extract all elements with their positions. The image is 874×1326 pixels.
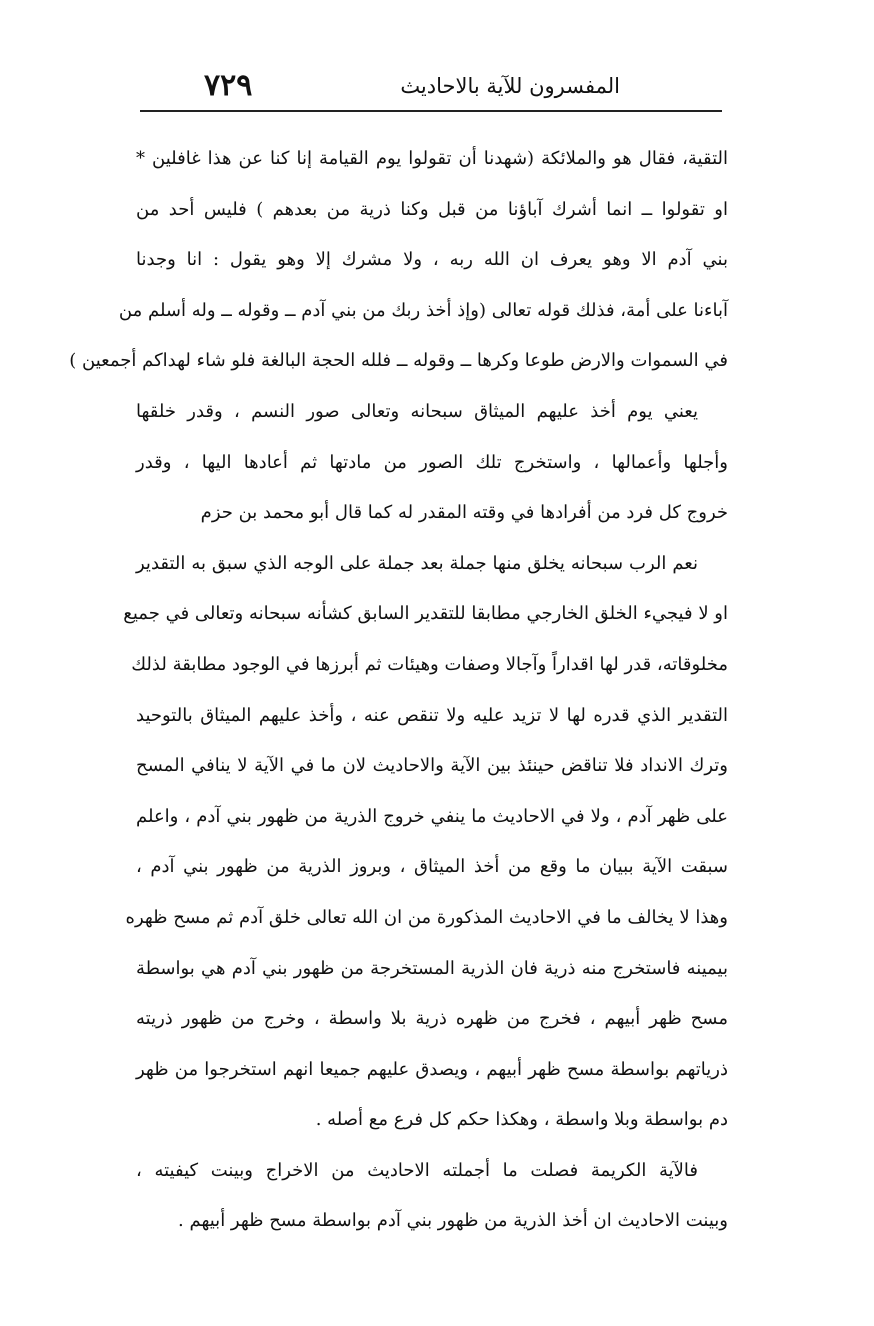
- text-line: مخلوقاته، قدر لها اقداراً وآجالا وصفات وهيئات ثم أبرزها في الوجود مطابقة لذلك: [131, 653, 728, 675]
- paragraph-4: [136, 1146, 728, 1247]
- text-line: بيمينه فاستخرج منه ذرية فان الذرية المستخرجة من ظهور بني آدم هي بواسطة: [136, 957, 728, 979]
- text-line: آباءنا على أمة، فذلك قوله تعالى (وإذ أخذ ربك من بني آدم ــ وقوله ــ وله أسلم من: [118, 299, 728, 321]
- text-body: [69, 134, 728, 1247]
- text-line: وأجلها وأعمالها ، واستخرج تلك الصور من مادتها ثم أعادها اليها ، وقدر: [136, 451, 728, 473]
- running-title: المفسرون للآية بالاحاديث: [400, 74, 620, 98]
- text-line: وهذا لا يخالف ما في الاحاديث المذكورة من ان الله تعالى خلق آدم ثم مسح ظهره: [125, 906, 728, 928]
- page-number: ٧٢٩: [204, 68, 253, 103]
- page-header: [140, 62, 720, 112]
- text-line: فالآية الكريمة فصلت ما أجملته الاحاديث من الاخراج وبينت كيفيته ،: [136, 1159, 698, 1181]
- paragraph-1: [69, 134, 728, 387]
- text-line: وبينت الاحاديث ان أخذ الذرية من ظهور بني آدم بواسطة مسح ظهر أبيهم .: [178, 1210, 728, 1232]
- text-line: ذرياتهم بواسطة مسح ظهر أبيهم ، ويصدق عليهم جميعا انهم استخرجوا من ظهر: [136, 1058, 728, 1080]
- text-line: التقية، فقال هو والملائكة (شهدنا أن تقولوا يوم القيامة إنا كنا عن هذا غافلين *: [136, 148, 728, 169]
- text-line: على ظهر آدم ، ولا في الاحاديث ما ينفي خروج الذرية من ظهور بني آدم ، واعلم: [136, 805, 728, 827]
- text-line: دم بواسطة وبلا واسطة ، وهكذا حكم كل فرع مع أصله .: [315, 1109, 728, 1131]
- text-line: يعني يوم أخذ عليهم الميثاق سبحانه وتعالى صور النسم ، وقدر خلقها: [136, 400, 698, 422]
- paragraph-2: [136, 387, 728, 539]
- text-line: سبقت الآية ببيان ما وقع من أخذ الميثاق ، وبروز الذرية من ظهور بني آدم ،: [136, 856, 728, 878]
- header-rule: [140, 110, 722, 112]
- text-line: خروج كل فرد من أفرادها في وقته المقدر له كما قال أبو محمد بن حزم: [200, 502, 728, 524]
- text-line: وترك الانداد فلا تناقض حينئذ بين الآية والاحاديث لان ما في الآية لا ينافي المسح: [136, 755, 728, 777]
- text-line: او تقولوا ــ انما أشرك آباؤنا من قبل وكنا ذرية من بعدهم ) فليس أحد من: [136, 198, 728, 220]
- text-line: التقدير الذي قدره لها لا تزيد عليه ولا تنقص عنه ، وأخذ عليهم الميثاق بالتوحيد: [136, 704, 728, 726]
- text-line: او لا فيجيء الخلق الخارجي مطابقا للتقدير السابق كشأنه سبحانه وتعالى في جميع: [123, 603, 728, 625]
- text-line: نعم الرب سبحانه يخلق منها جملة بعد جملة على الوجه الذي سبق به التقدير: [136, 552, 698, 574]
- text-line: بني آدم الا وهو يعرف ان الله ربه ، ولا مشرك إلا وهو يقول : انا وجدنا: [136, 249, 728, 271]
- text-line: مسح ظهر أبيهم ، فخرج من ظهره ذرية بلا واسطة ، وخرج من ظهور ذريته: [136, 1008, 728, 1030]
- text-line: في السموات والارض طوعا وكرها ــ وقوله ــ فلله الحجة البالغة فلو شاء لهداكم أجمعين ): [69, 350, 728, 372]
- paragraph-3: [123, 539, 728, 1146]
